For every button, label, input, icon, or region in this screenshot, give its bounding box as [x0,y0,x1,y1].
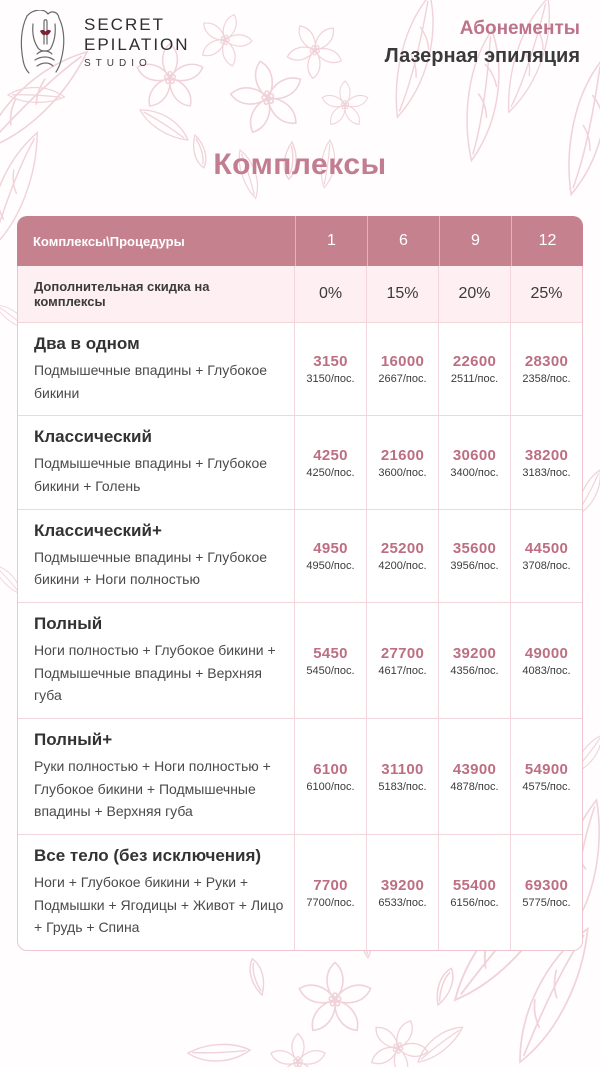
price-cell [366,719,438,834]
procedure-count-header: 6 [367,216,439,266]
price-per-session: 2358/пос. [522,373,571,386]
table-row [18,415,582,508]
price-total: 31100 [381,760,424,778]
price-per-session: 2511/пос. [450,373,499,386]
table-row [18,602,582,718]
price-per-session: 4878/пос. [450,780,499,793]
price-cell [438,416,510,508]
price-cell [438,603,510,718]
discount-value: 20% [438,266,510,322]
package-description: Подмышечные впадины + Глубокое бикини + Голень [34,455,268,495]
price-cell [294,323,366,415]
price-cell [438,510,510,602]
price-total: 38200 [524,446,569,464]
logo-wordmark [84,15,190,69]
price-cell [294,603,366,718]
service-subtitle: Лазерная эпиляция [384,45,580,67]
page-title: Комплексы [213,148,387,181]
price-cell [366,603,438,718]
price-per-session: 3150/пос. [306,373,355,386]
price-total: 39200 [380,876,425,894]
price-per-session: 3183/пос. [522,466,571,479]
package-cell [18,416,294,508]
price-per-session: 5183/пос. [378,780,427,793]
price-per-session: 3600/пос. [378,466,427,479]
price-total: 4250 [313,446,348,464]
price-cell [510,835,582,950]
package-name: Классический+ [34,520,162,540]
price-cell [510,323,582,415]
price-cell [294,510,366,602]
price-total: 35600 [452,539,497,557]
page-header [0,0,600,74]
price-cell [294,835,366,950]
package-description: Ноги + Глубокое бикини + Руки + Подмышки + Ягодицы + Живот + Лицо + Грудь + Спина [34,874,284,936]
package-description: Подмышечные впадины + Глубокое бикини [34,362,268,401]
package-name: Все тело (без исключения) [34,846,262,866]
logo-woman-icon [12,10,74,74]
procedure-count-header: 1 [295,216,367,266]
price-total: 27700 [380,644,425,662]
price-cell [294,416,366,508]
price-cell [510,603,582,718]
package-cell [18,510,294,602]
price-total: 6100 [313,760,348,778]
package-cell [18,835,294,950]
package-description: Руки полностью + Ноги полностью + Глубокое бикини + Подмышечные впадины + Верхняя губа [34,758,271,820]
package-name: Полный+ [34,730,113,750]
price-cell [510,510,582,602]
price-total: 7700 [313,876,348,894]
logo-text-epilation: EPILATION [84,35,190,54]
discount-value: 0% [294,266,366,322]
package-cell [18,323,294,415]
price-total: 49000 [524,644,569,662]
package-description: Подмышечные впадины + Глубокое бикини + Ноги полностью [34,548,268,588]
price-total: 21600 [380,446,425,464]
price-per-session: 7700/пос. [306,896,355,909]
procedure-count-header: 12 [511,216,583,266]
package-cell [18,603,294,718]
package-name: Два в одном [34,334,140,353]
price-total: 55400 [452,876,497,894]
price-total: 69300 [524,876,569,894]
price-per-session: 4356/пос. [450,664,499,677]
price-per-session: 6533/пос. [378,896,427,909]
price-cell [294,719,366,834]
price-per-session: 5450/пос. [306,664,355,677]
discount-value: 25% [510,266,582,322]
price-total: 16000 [380,353,425,371]
price-per-session: 4950/пос. [306,559,355,572]
corner-header: Комплексы\Процедуры [33,233,185,249]
price-per-session: 4617/пос. [378,664,427,677]
price-total: 28300 [524,353,569,371]
header-titles [385,10,580,68]
price-cell [438,323,510,415]
price-total: 5450 [313,644,348,662]
table-header-row [17,216,583,266]
pricing-table [17,216,583,951]
discount-label: Дополнительная скидка на комплексы [34,279,210,309]
package-cell [18,719,294,834]
price-total: 25200 [380,539,425,557]
price-per-session: 4083/пос. [522,664,571,677]
package-description: Ноги полностью + Глубокое бикини + Подмышечные впадины + Верхняя губа [34,642,276,704]
price-total: 39200 [452,644,497,662]
price-total: 30600 [452,446,497,464]
price-per-session: 4200/пос. [378,559,427,572]
table-body [17,266,583,951]
price-total: 54900 [524,760,569,778]
price-cell [438,835,510,950]
price-total: 3150 [313,353,348,371]
price-total: 22600 [452,353,497,371]
price-per-session: 5775/пос. [522,896,571,909]
logo-text-studio: STUDIO [84,58,152,70]
discount-row [18,266,582,322]
price-per-session: 4575/пос. [522,780,571,793]
price-total: 43900 [452,760,497,778]
price-cell [438,719,510,834]
price-per-session: 3956/пос. [450,559,499,572]
price-per-session: 3400/пос. [450,466,499,479]
table-row [18,322,582,415]
price-cell [366,835,438,950]
procedure-count-header: 9 [439,216,511,266]
table-row [18,509,582,602]
package-name: Полный [34,614,103,634]
price-per-session: 2667/пос. [378,373,427,386]
price-cell [366,416,438,508]
table-row [18,718,582,834]
table-row [18,834,582,950]
price-per-session: 6156/пос. [450,896,499,909]
price-per-session: 6100/пос. [306,780,355,793]
price-cell [366,323,438,415]
logo-text-secret: SECRET [84,14,165,34]
price-per-session: 3708/пос. [522,559,571,572]
table-body-rows [18,322,582,950]
price-total: 44500 [524,539,569,557]
studio-logo [12,10,190,74]
price-cell [510,416,582,508]
category-label: Абонементы [459,18,580,39]
price-total: 4950 [313,539,348,557]
discount-value: 15% [366,266,438,322]
price-cell [366,510,438,602]
package-name: Классический [34,427,152,447]
price-per-session: 4250/пос. [306,466,355,479]
price-cell [510,719,582,834]
